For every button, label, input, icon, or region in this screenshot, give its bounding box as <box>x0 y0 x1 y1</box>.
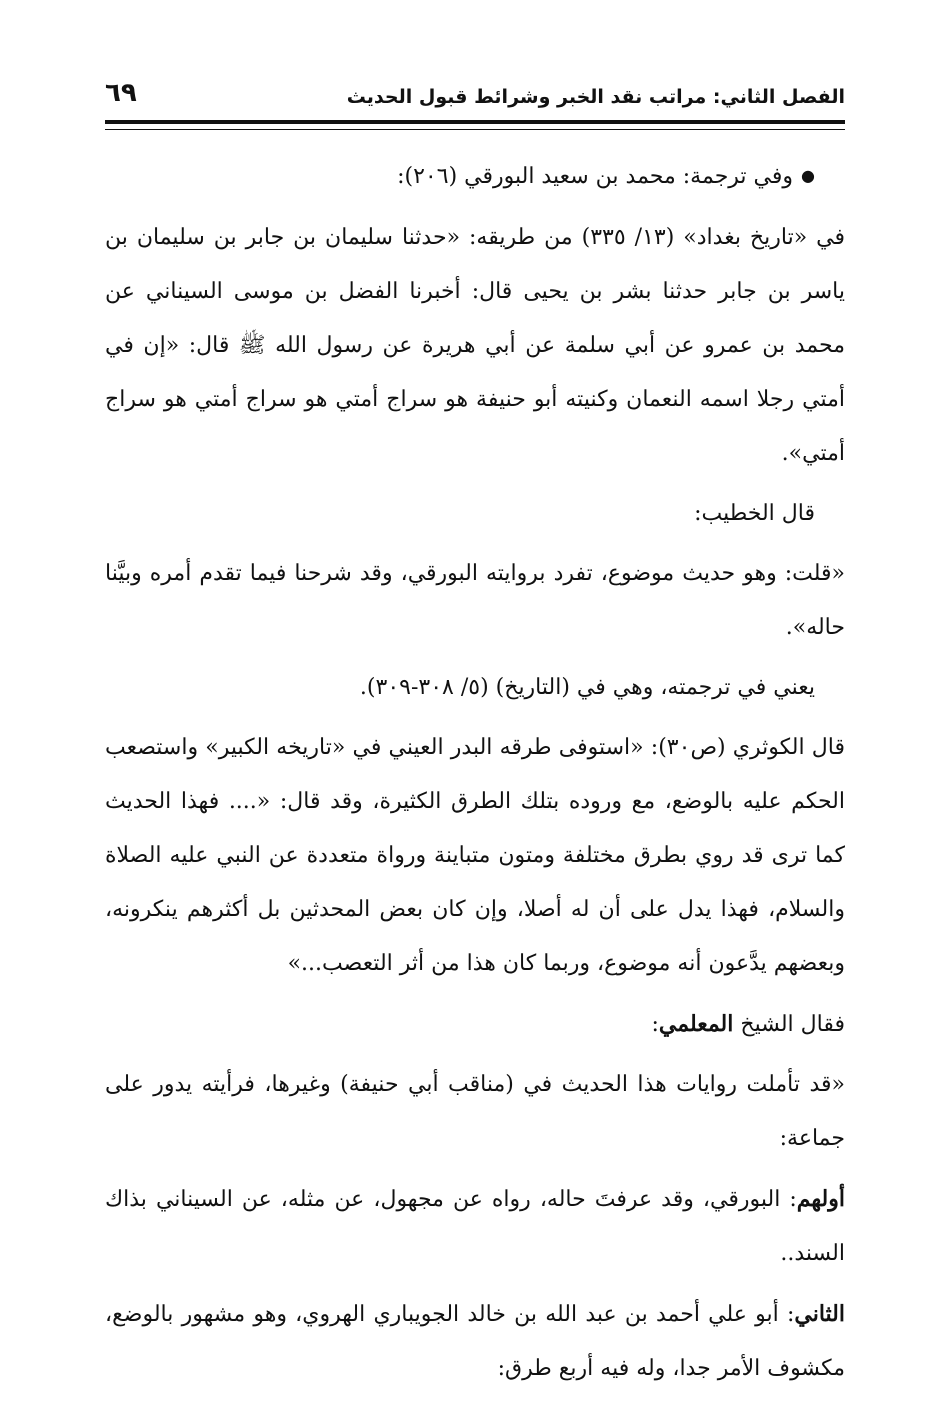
paragraph: قال الخطيب: <box>694 501 815 526</box>
chapter-title: الفصل الثاني: مراتب نقد الخبر وشرائط قبول الحديث <box>346 86 845 108</box>
paragraph: في «تاريخ بغداد» (١٣/ ٣٣٥) من طريقه: «حدثنا سليمان بن جابر بن سليمان بن ياسر بن جابر حدثنا بشر بن يحيى قال: أخبرنا الفضل بن موسى السيناني عن محمد بن عمرو عن أبي سلمة عن أبي هريرة عن رسول الله ﷺ قال: «إن في أمتي رجلا اسمه النعمان وكنيته أبو حنيفة هو سراج أمتي هو سراج أمتي هو سراج أمتي». <box>105 225 846 466</box>
page-number: ٦٩ <box>105 78 137 108</box>
main-text <box>105 150 845 1402</box>
paragraph: فقال الشيخ المعلمي: <box>651 1011 845 1037</box>
paragraph: الثاني: أبو علي أحمد بن عبد الله بن خالد الجويباري الهروي، وهو مشهور بالوضع، مكشوف الأمر جدا، وله فيه أربع طرق: <box>105 1301 845 1381</box>
header-rule-thin <box>105 129 845 130</box>
header-rule-thick <box>105 120 845 124</box>
scholar-name: المعلمي <box>658 1011 734 1037</box>
paragraph: يعني في ترجمته، وهي في (التاريخ) (٥/ ٣٠٨-٣٠٩). <box>359 675 815 700</box>
paragraph: «قلت: وهو حديث موضوع، تفرد بروايته البورقي، وقد شرحنا فيما تقدم أمره وبيَّنا حاله». <box>105 561 845 640</box>
running-header <box>105 72 845 116</box>
paragraph: «قد تأملت روايات هذا الحديث في (مناقب أبي حنيفة) وغيرها، فرأيته يدور على جماعة: <box>105 1072 845 1151</box>
list-label: أولهم <box>796 1186 845 1212</box>
list-label: الثاني <box>794 1301 845 1327</box>
paragraph: أولهم: البورقي، وقد عرفتَ حاله، رواه عن مجهول، عن مثله، عن السيناني بذاك السند.. <box>105 1186 845 1266</box>
paragraph: ● وفي ترجمة: محمد بن سعيد البورقي (٢٠٦): <box>105 150 845 205</box>
paragraph: قال الكوثري (ص٣٠): «استوفى طرقه البدر العيني في «تاريخه الكبير» واستصعب الحكم عليه بالوضع، مع وروده بتلك الطرق الكثيرة، وقد قال: «.... فهذا الحديث كما ترى قد روي بطرق مختلفة ومتون متباينة ورواة متعددة عن النبي عليه الصلاة والسلام، فهذا يدل على أن له أصلا، وإن كان بعض المحدثين بل أكثرهم ينكرونه، وبعضهم يدَّعون أنه موضوع، وربما كان هذا من أثر التعصب...» <box>105 735 846 976</box>
